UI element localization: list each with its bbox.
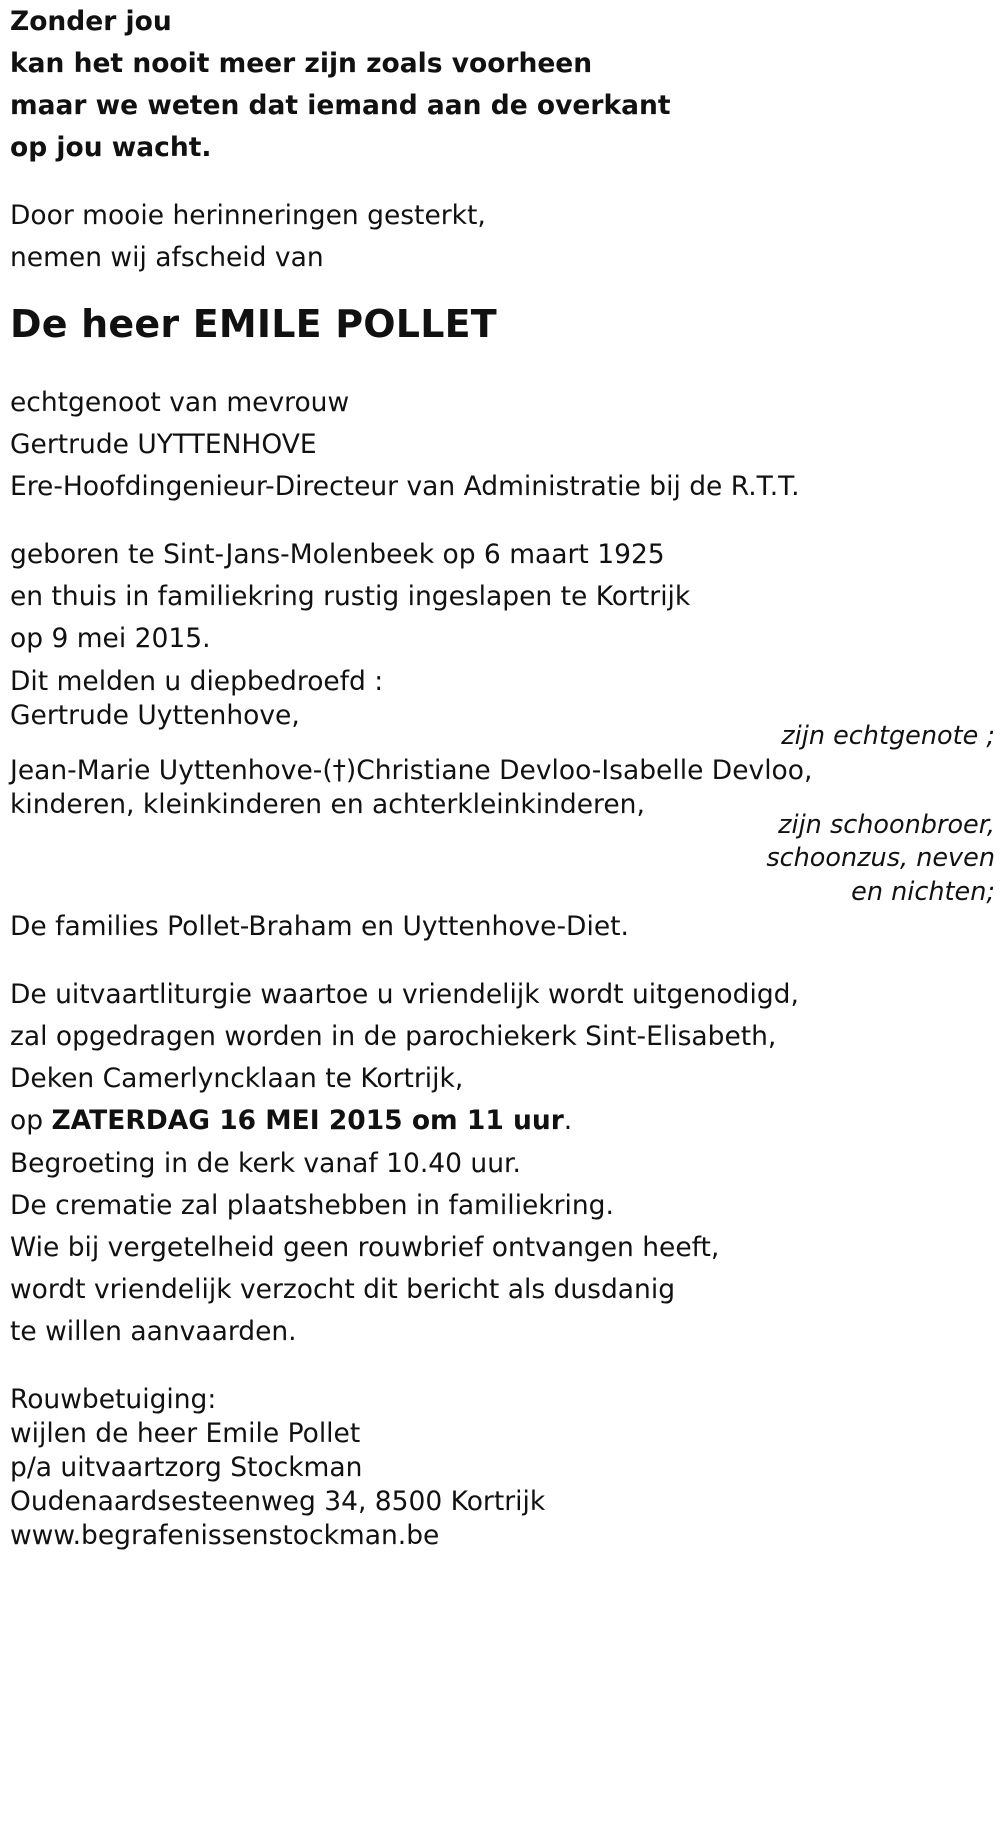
funeral-date-line — [10, 1105, 572, 1137]
mourners-intro: Dit melden u diepbedroefd : — [10, 666, 384, 697]
poem-line-3: maar we weten dat iemand aan de overkant — [10, 90, 671, 121]
poem-line-4: op jou wacht. — [10, 132, 212, 163]
funeral-date-suffix: . — [563, 1105, 573, 1136]
condolence-line-3: Oudenaardsesteenweg 34, 8500 Kortrijk — [10, 1486, 546, 1517]
condolence-line-1: wijlen de heer Emile Pollet — [10, 1418, 361, 1449]
families-line: De families Pollet-Braham en Uyttenhove-Diet. — [10, 911, 629, 942]
intro-line-1: Door mooie herinneringen gesterkt, — [10, 200, 486, 231]
notice-line-3: te willen aanvaarden. — [10, 1316, 297, 1347]
mourner-spouse-role: zijn echtgenote ; — [781, 721, 995, 751]
mourner-family-role-2: schoonzus, neven — [766, 843, 995, 873]
cremation-line: De crematie zal plaatshebben in familiekring. — [10, 1190, 614, 1221]
mourner-family-role-1: zijn schoonbroer, — [778, 810, 995, 840]
poem-line-1: Zonder jou — [10, 6, 172, 37]
mourner-family-line-2: kinderen, kleinkinderen en achterkleinkinderen, — [10, 789, 645, 820]
condolence-heading: Rouwbetuiging: — [10, 1384, 217, 1415]
funeral-line-3: Deken Camerlyncklaan te Kortrijk, — [10, 1063, 464, 1094]
greeting-line: Begroeting in de kerk vanaf 10.40 uur. — [10, 1148, 521, 1179]
notice-line-1: Wie bij vergetelheid geen rouwbrief ontvangen heeft, — [10, 1232, 720, 1263]
deceased-name: De heer EMILE POLLET — [10, 302, 497, 346]
spouse-name: Gertrude UYTTENHOVE — [10, 429, 317, 460]
birth-line: geboren te Sint-Jans-Molenbeek op 6 maart 1925 — [10, 539, 665, 570]
passing-line: en thuis in familiekring rustig ingeslapen te Kortrijk — [10, 581, 691, 612]
condolence-line-2: p/a uitvaartzorg Stockman — [10, 1452, 363, 1483]
intro-line-2: nemen wij afscheid van — [10, 242, 324, 273]
passing-date: op 9 mei 2015. — [10, 623, 211, 654]
spouse-intro: echtgenoot van mevrouw — [10, 387, 350, 418]
mourner-spouse: Gertrude Uyttenhove, — [10, 700, 300, 731]
website-link[interactable]: www.begrafenissenstockman.be — [10, 1520, 440, 1551]
funeral-line-2: zal opgedragen worden in de parochiekerk Sint-Elisabeth, — [10, 1021, 777, 1052]
profession: Ere-Hoofdingenieur-Directeur van Administratie bij de R.T.T. — [10, 471, 800, 502]
funeral-line-1: De uitvaartliturgie waartoe u vriendelijk wordt uitgenodigd, — [10, 979, 799, 1010]
mourner-family-role-3: en nichten; — [851, 877, 995, 907]
mourner-family-line-1: Jean-Marie Uyttenhove-(†)Christiane Devloo-Isabelle Devloo, — [10, 755, 813, 786]
funeral-date: ZATERDAG 16 MEI 2015 om 11 uur — [51, 1105, 564, 1136]
notice-line-2: wordt vriendelijk verzocht dit bericht als dusdanig — [10, 1274, 676, 1305]
poem-line-2: kan het nooit meer zijn zoals voorheen — [10, 48, 593, 79]
funeral-date-prefix: op — [10, 1105, 52, 1136]
